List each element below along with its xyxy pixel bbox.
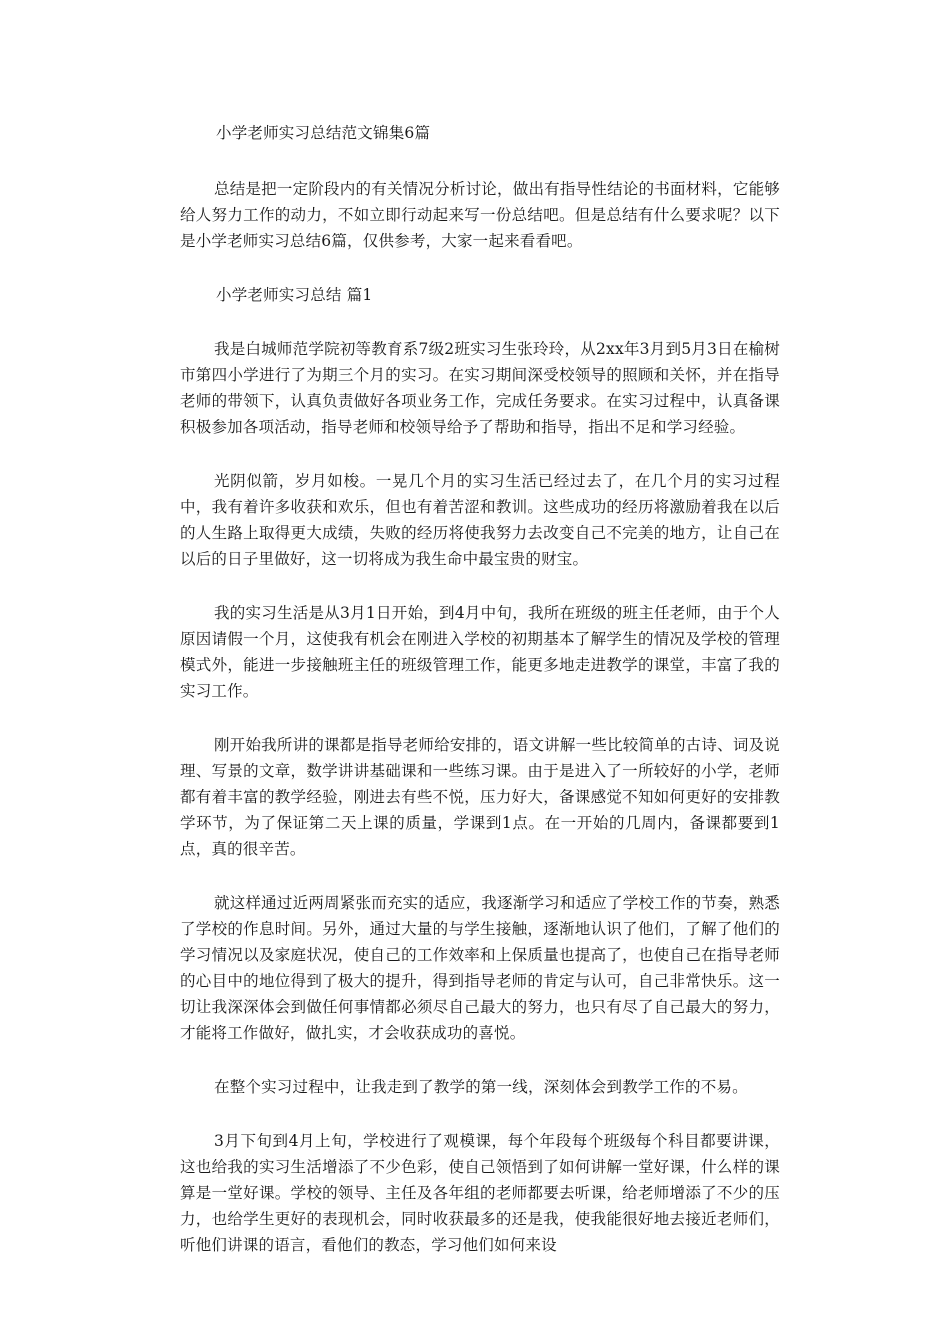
body-paragraph: 刚开始我所讲的课都是指导老师给安排的，语文讲解一些比较简单的古诗、词及说理、写景的文章，数学讲讲基础课和一些练习课。由于是进入了一所较好的小学，老师都有着丰富的教学经验，刚进去有些不悦，压力好大，备课感觉不知如何更好的安排教学环节，为了保证第二天上课的质量，学课到1点。在一开始的几周内，备课都要到1点，真的很辛苦。 <box>180 736 780 858</box>
body-paragraph: 在整个实习过程中，让我走到了教学的第一线，深刻体会到教学工作的不易。 <box>214 1078 748 1096</box>
body-paragraph: 光阴似箭，岁月如梭。一晃几个月的实习生活已经过去了，在几个月的实习过程中，我有着许多收获和欢乐，但也有着苦涩和教训。这些成功的经历将激励着我在以后的人生路上取得更大成绩，失败的经历将使我努力去改变自己不完美的地方，让自己在以后的日子里做好，这一切将成为我生命中最宝贵的财宝。 <box>180 472 780 568</box>
document-title: 小学老师实习总结范文锦集6篇 <box>216 124 431 142</box>
section-heading: 小学老师实习总结 篇1 <box>216 286 373 304</box>
document-page <box>180 120 780 1258</box>
intro-paragraph: 总结是把一定阶段内的有关情况分析讨论，做出有指导性结论的书面材料，它能够给人努力工作的动力，不如立即行动起来写一份总结吧。但是总结有什么要求呢？以下是小学老师实习总结6篇，仅供参考，大家一起来看看吧。 <box>180 180 780 250</box>
body-paragraph: 我的实习生活是从3月1日开始，到4月中旬，我所在班级的班主任老师，由于个人原因请假一个月，这使我有机会在刚进入学校的初期基本了解学生的情况及学校的管理模式外，能进一步接触班主任的班级管理工作，能更多地走进教学的课堂，丰富了我的实习工作。 <box>180 604 780 700</box>
body-paragraph: 3月下旬到4月上旬，学校进行了观模课，每个年段每个班级每个科目都要讲课，这也给我的实习生活增添了不少色彩，使自己领悟到了如何讲解一堂好课，什么样的课算是一堂好课。学校的领导、主任及各年组的老师都要去听课，给老师增添了不少的压力，也给学生更好的表现机会，同时收获最多的还是我，使我能很好地去接近老师们，听他们讲课的语言，看他们的教态，学习他们如何来设 <box>180 1132 780 1254</box>
body-paragraph: 就这样通过近两周紧张而充实的适应，我逐渐学习和适应了学校工作的节奏，熟悉了学校的作息时间。另外，通过大量的与学生接触，逐渐地认识了他们，了解了他们的学习情况以及家庭状况，使自己的工作效率和上保质量也提高了，也使自己在指导老师的心目中的地位得到了极大的提升，得到指导老师的肯定与认可，自己非常快乐。这一切让我深深体会到做任何事情都必须尽自己最大的努力，也只有尽了自己最大的努力，才能将工作做好，做扎实，才会收获成功的喜悦。 <box>180 894 780 1042</box>
body-paragraph: 我是白城师范学院初等教育系7级2班实习生张玲玲，从2xx年3月到5月3日在榆树市第四小学进行了为期三个月的实习。在实习期间深受校领导的照顾和关怀，并在指导老师的带领下，认真负责做好各项业务工作，完成任务要求。在实习过程中，认真备课积极参加各项活动，指导老师和校领导给予了帮助和指导，指出不足和学习经验。 <box>180 340 780 436</box>
